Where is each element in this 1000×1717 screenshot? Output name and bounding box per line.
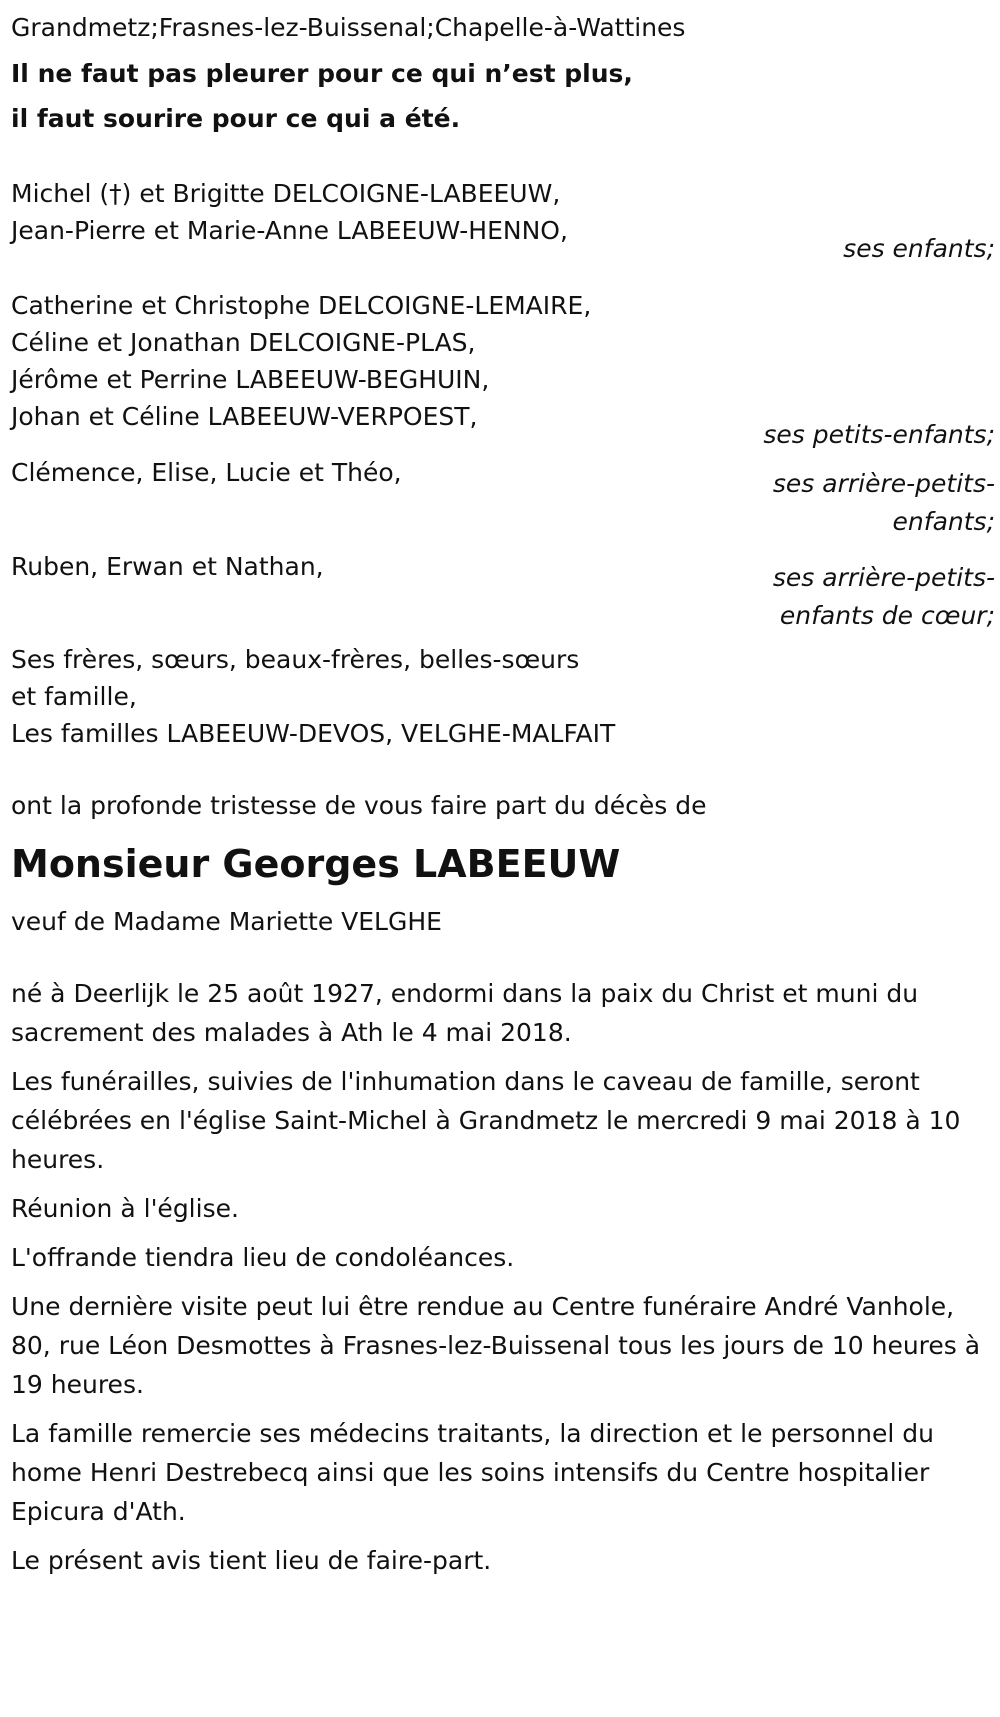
family-line: et famille, (11, 682, 137, 711)
grandchildren-line: Céline et Jonathan DELCOIGNE-PLAS, (11, 328, 476, 357)
grandchildren-block (11, 287, 995, 453)
quote-line-1: Il ne faut pas pleurer pour ce qui n’est plus, (11, 59, 633, 88)
grandchildren-line: Johan et Céline LABEEUW-VERPOEST, (11, 402, 478, 431)
great-grandchildren-heart-role-line-1: ses arrière-petits- (772, 563, 995, 592)
children-role (843, 229, 995, 269)
grandchildren-role-label: ses petits-enfants; (763, 420, 995, 449)
funeral-paragraph: Les funérailles, suivies de l'inhumation dans le caveau de famille, seront célébrées en l'église Saint-Michel à Grandmetz le mercredi 9 mai 2018 à 10 heures. (11, 1067, 961, 1174)
obituary-document (11, 8, 995, 1590)
children-role-label: ses enfants; (843, 234, 995, 263)
locations-line: Grandmetz;Frasnes-lez-Buissenal;Chapelle-à-Wattines (11, 13, 686, 42)
offering-paragraph: L'offrande tiendra lieu de condoléances. (11, 1243, 515, 1272)
quote-line-2: il faut sourire pour ce qui a été. (11, 104, 461, 133)
children-line: Michel (†) et Brigitte DELCOIGNE-LABEEUW, (11, 179, 561, 208)
closing-paragraph: Le présent avis tient lieu de faire-part. (11, 1546, 492, 1575)
great-grandchildren-heart-role (773, 559, 995, 635)
spacer (11, 752, 995, 786)
great-grandchildren-heart-role-line-2: enfants de cœur; (779, 601, 995, 630)
great-grandchildren-heart-line: Ruben, Erwan et Nathan, (11, 552, 324, 581)
spacer (11, 942, 995, 974)
great-grandchildren-block (11, 453, 995, 547)
grandchildren-line: Jérôme et Perrine LABEEUW-BEGHUIN, (11, 365, 490, 394)
thanks-paragraph: La famille remercie ses médecins traitants, la direction et le personnel du home Henri Destrebecq ainsi que les soins intensifs du Centre hospitalier Epicura d'Ath. (11, 1419, 934, 1526)
great-grandchildren-heart-block (11, 547, 995, 641)
gathering-paragraph: Réunion à l'église. (11, 1194, 239, 1223)
children-line: Jean-Pierre et Marie-Anne LABEEUW-HENNO, (11, 216, 568, 245)
spacer (11, 139, 995, 175)
grandchildren-line: Catherine et Christophe DELCOIGNE-LEMAIRE, (11, 291, 592, 320)
announcement-line: ont la profonde tristesse de vous faire part du décès de (11, 791, 707, 820)
family-line: Ses frères, sœurs, beaux-frères, belles-sœurs (11, 645, 580, 674)
birth-death-paragraph: né à Deerlijk le 25 août 1927, endormi dans la paix du Christ et muni du sacrement des malades à Ath le 4 mai 2018. (11, 979, 919, 1047)
great-grandchildren-role (773, 465, 995, 541)
great-grandchildren-role-line-2: enfants; (892, 507, 995, 536)
family-block (11, 641, 995, 752)
great-grandchildren-role-line-1: ses arrière-petits- (772, 469, 995, 498)
deceased-name: Monsieur Georges LABEEUW (11, 842, 621, 886)
children-block (11, 175, 995, 287)
grandchildren-role (763, 415, 995, 455)
great-grandchildren-line: Clémence, Elise, Lucie et Théo, (11, 458, 402, 487)
widower-line: veuf de Madame Mariette VELGHE (11, 907, 442, 936)
family-line: Les familles LABEEUW-DEVOS, VELGHE-MALFAIT (11, 719, 616, 748)
visit-paragraph: Une dernière visite peut lui être rendue au Centre funéraire André Vanhole, 80, rue Léon Desmottes à Frasnes-lez-Buissenal tous les jours de 10 heures à 19 heures. (11, 1292, 981, 1399)
